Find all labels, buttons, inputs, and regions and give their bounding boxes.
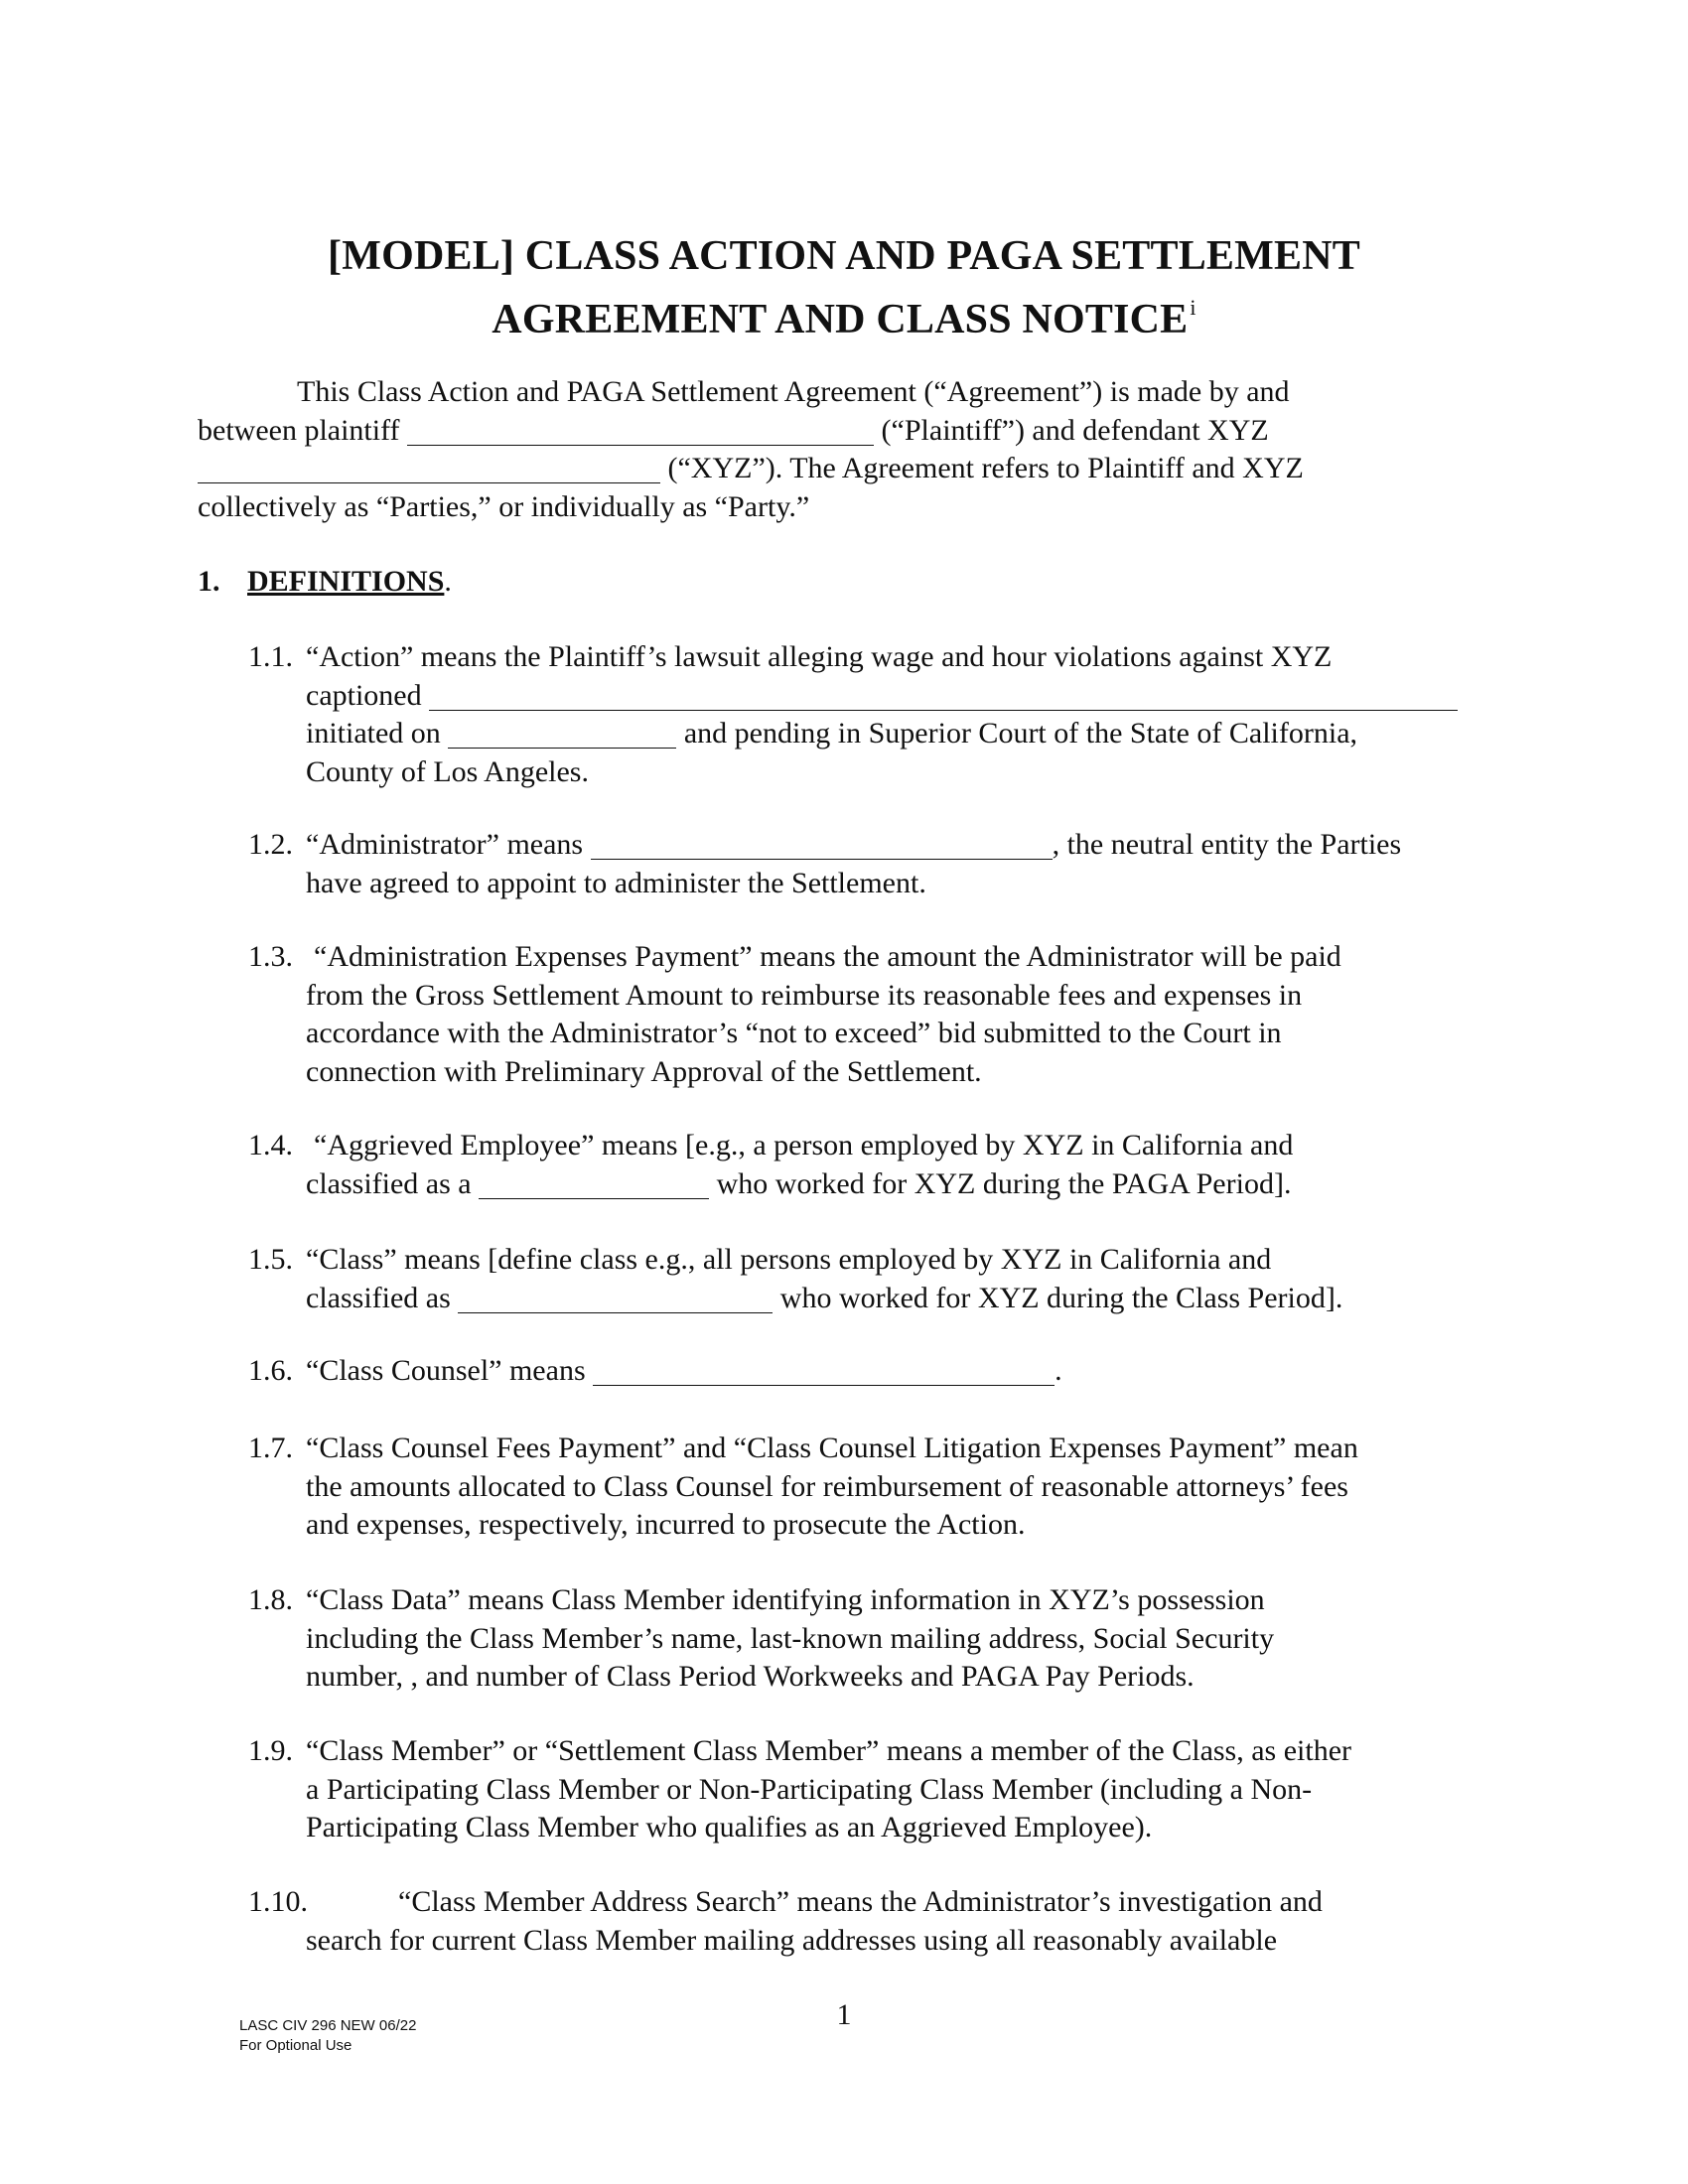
- definition-1-5: [248, 1241, 1489, 1317]
- def-text: “Class Counsel” means: [306, 1354, 586, 1387]
- def-text: “Class” means [define class e.g., all persons employed by XYZ in California and: [306, 1243, 1272, 1276]
- def-number: 1.3.: [248, 940, 293, 973]
- def-text: “Class Member Address Search” means the Administrator’s investigation and: [398, 1885, 1323, 1918]
- def-line: from the Gross Settlement Amount to reimburse its reasonable fees and expenses in: [306, 978, 1303, 1012]
- def-text: .: [1055, 1354, 1062, 1387]
- def-text: “Administration Expenses Payment” means the amount the Administrator will be paid: [314, 940, 1341, 973]
- intro-text: between plaintiff: [198, 413, 400, 447]
- def-line: County of Los Angeles.: [306, 754, 589, 788]
- initiation-date-blank[interactable]: [448, 718, 676, 749]
- def-line: search for current Class Member mailing addresses using all reasonably available: [306, 1923, 1278, 1957]
- optional-use-label: For Optional Use: [239, 2037, 352, 2054]
- section-heading-definitions: [198, 563, 452, 601]
- intro-text: (“Plaintiff”) and defendant XYZ: [881, 413, 1269, 447]
- class-classification-blank[interactable]: [458, 1283, 773, 1313]
- definition-1-8: [248, 1581, 1489, 1697]
- def-line: [248, 1280, 1489, 1318]
- def-line: [248, 1581, 1489, 1620]
- title-line-2: [0, 282, 1688, 345]
- def-text: “Class Member” or “Settlement Class Member” means a member of the Class, as either: [306, 1734, 1352, 1767]
- def-text: and pending in Superior Court of the State of California,: [683, 717, 1358, 750]
- intro-line-2: [198, 412, 1439, 451]
- def-line: [248, 1883, 1489, 1922]
- title-line-2-text: AGREEMENT AND CLASS NOTICE: [492, 297, 1189, 342]
- title-line-1: [MODEL] CLASS ACTION AND PAGA SETTLEMENT: [328, 233, 1360, 279]
- definition-1-7: [248, 1430, 1489, 1545]
- section-title: DEFINITIONS: [247, 565, 445, 598]
- def-line: [248, 1732, 1489, 1771]
- def-line: and expenses, respectively, incurred to prosecute the Action.: [306, 1508, 1026, 1541]
- def-text: captioned: [306, 678, 422, 712]
- definition-1-10: [248, 1883, 1489, 1960]
- plaintiff-name-blank[interactable]: [407, 415, 874, 446]
- defendant-name-blank[interactable]: [198, 453, 660, 483]
- def-text: “Aggrieved Employee” means [e.g., a person employed by XYZ in California and: [314, 1129, 1294, 1161]
- def-line: connection with Preliminary Approval of the Settlement.: [306, 1054, 982, 1088]
- document-title: [0, 230, 1688, 345]
- def-number: 1.4.: [248, 1129, 293, 1161]
- definition-1-2: [248, 826, 1489, 902]
- intro-line-1: This Class Action and PAGA Settlement Agreement (“Agreement”) is made by and: [297, 375, 1290, 408]
- definition-1-1: [248, 638, 1489, 791]
- def-line: [248, 1352, 1489, 1391]
- def-line: [248, 638, 1489, 677]
- def-text: “Administrator” means: [306, 828, 584, 861]
- def-number: 1.5.: [248, 1243, 293, 1276]
- def-number: 1.2.: [248, 828, 293, 861]
- def-line: [248, 826, 1489, 865]
- intro-line-3: [198, 450, 1439, 488]
- case-caption-blank[interactable]: [429, 680, 1458, 711]
- administrator-name-blank[interactable]: [591, 829, 1053, 860]
- def-number: 1.7.: [248, 1432, 293, 1464]
- def-line: Participating Class Member who qualifies as an Aggrieved Employee).: [306, 1811, 1153, 1843]
- def-line: accordance with the Administrator’s “not to exceed” bid submitted to the Court in: [306, 1017, 1282, 1049]
- form-footer: [239, 2016, 416, 2056]
- def-line: a Participating Class Member or Non-Participating Class Member (including a Non-: [306, 1772, 1313, 1806]
- def-number: 1.9.: [248, 1734, 293, 1767]
- def-text: “Class Counsel Fees Payment” and “Class Counsel Litigation Expenses Payment” mean: [306, 1432, 1358, 1464]
- def-number: 1.8.: [248, 1583, 293, 1616]
- intro-line-4: collectively as “Parties,” or individually as “Party.”: [198, 489, 810, 523]
- def-text: classified as a: [306, 1166, 472, 1200]
- def-text: who worked for XYZ during the Class Period].: [779, 1281, 1343, 1314]
- def-line: including the Class Member’s name, last-known mailing address, Social Security: [306, 1621, 1275, 1655]
- def-text: “Class Data” means Class Member identifying information in XYZ’s possession: [306, 1583, 1265, 1616]
- def-line: [248, 938, 1489, 977]
- definition-1-3: [248, 938, 1489, 1091]
- title-footnote-mark[interactable]: i: [1190, 295, 1196, 320]
- def-line: have agreed to appoint to administer the Settlement.: [306, 866, 926, 899]
- def-line: [248, 1241, 1489, 1280]
- def-line: [248, 1165, 1489, 1204]
- definition-1-4: [248, 1127, 1489, 1203]
- def-text: initiated on: [306, 717, 441, 750]
- def-number: 1.6.: [248, 1354, 293, 1387]
- def-text: classified as: [306, 1281, 451, 1314]
- def-line: number, , and number of Class Period Workweeks and PAGA Pay Periods.: [306, 1660, 1195, 1693]
- class-counsel-blank[interactable]: [593, 1355, 1055, 1386]
- def-line: [248, 1127, 1489, 1165]
- page-number: 1: [836, 1998, 852, 2031]
- def-text: “Action” means the Plaintiff’s lawsuit alleging wage and hour violations against XYZ: [306, 640, 1333, 673]
- def-number: 1.10.: [248, 1885, 308, 1918]
- def-line: [248, 677, 1489, 716]
- def-line: the amounts allocated to Class Counsel for reimbursement of reasonable attorneys’ fees: [306, 1469, 1348, 1503]
- definition-1-6: [248, 1352, 1489, 1391]
- def-text: , the neutral entity the Parties: [1052, 828, 1402, 861]
- def-line: [248, 715, 1489, 753]
- aggrieved-classification-blank[interactable]: [479, 1168, 709, 1199]
- intro-paragraph: [198, 373, 1439, 526]
- section-number: 1.: [198, 565, 220, 598]
- def-text: who worked for XYZ during the PAGA Period].: [716, 1166, 1292, 1200]
- form-code: LASC CIV 296 NEW 06/22: [239, 2017, 417, 2034]
- intro-text: (“XYZ”). The Agreement refers to Plaintiff and XYZ: [667, 452, 1304, 484]
- definition-1-9: [248, 1732, 1489, 1847]
- section-period: .: [444, 565, 452, 598]
- def-line: [248, 1430, 1489, 1468]
- def-number: 1.1.: [248, 640, 293, 673]
